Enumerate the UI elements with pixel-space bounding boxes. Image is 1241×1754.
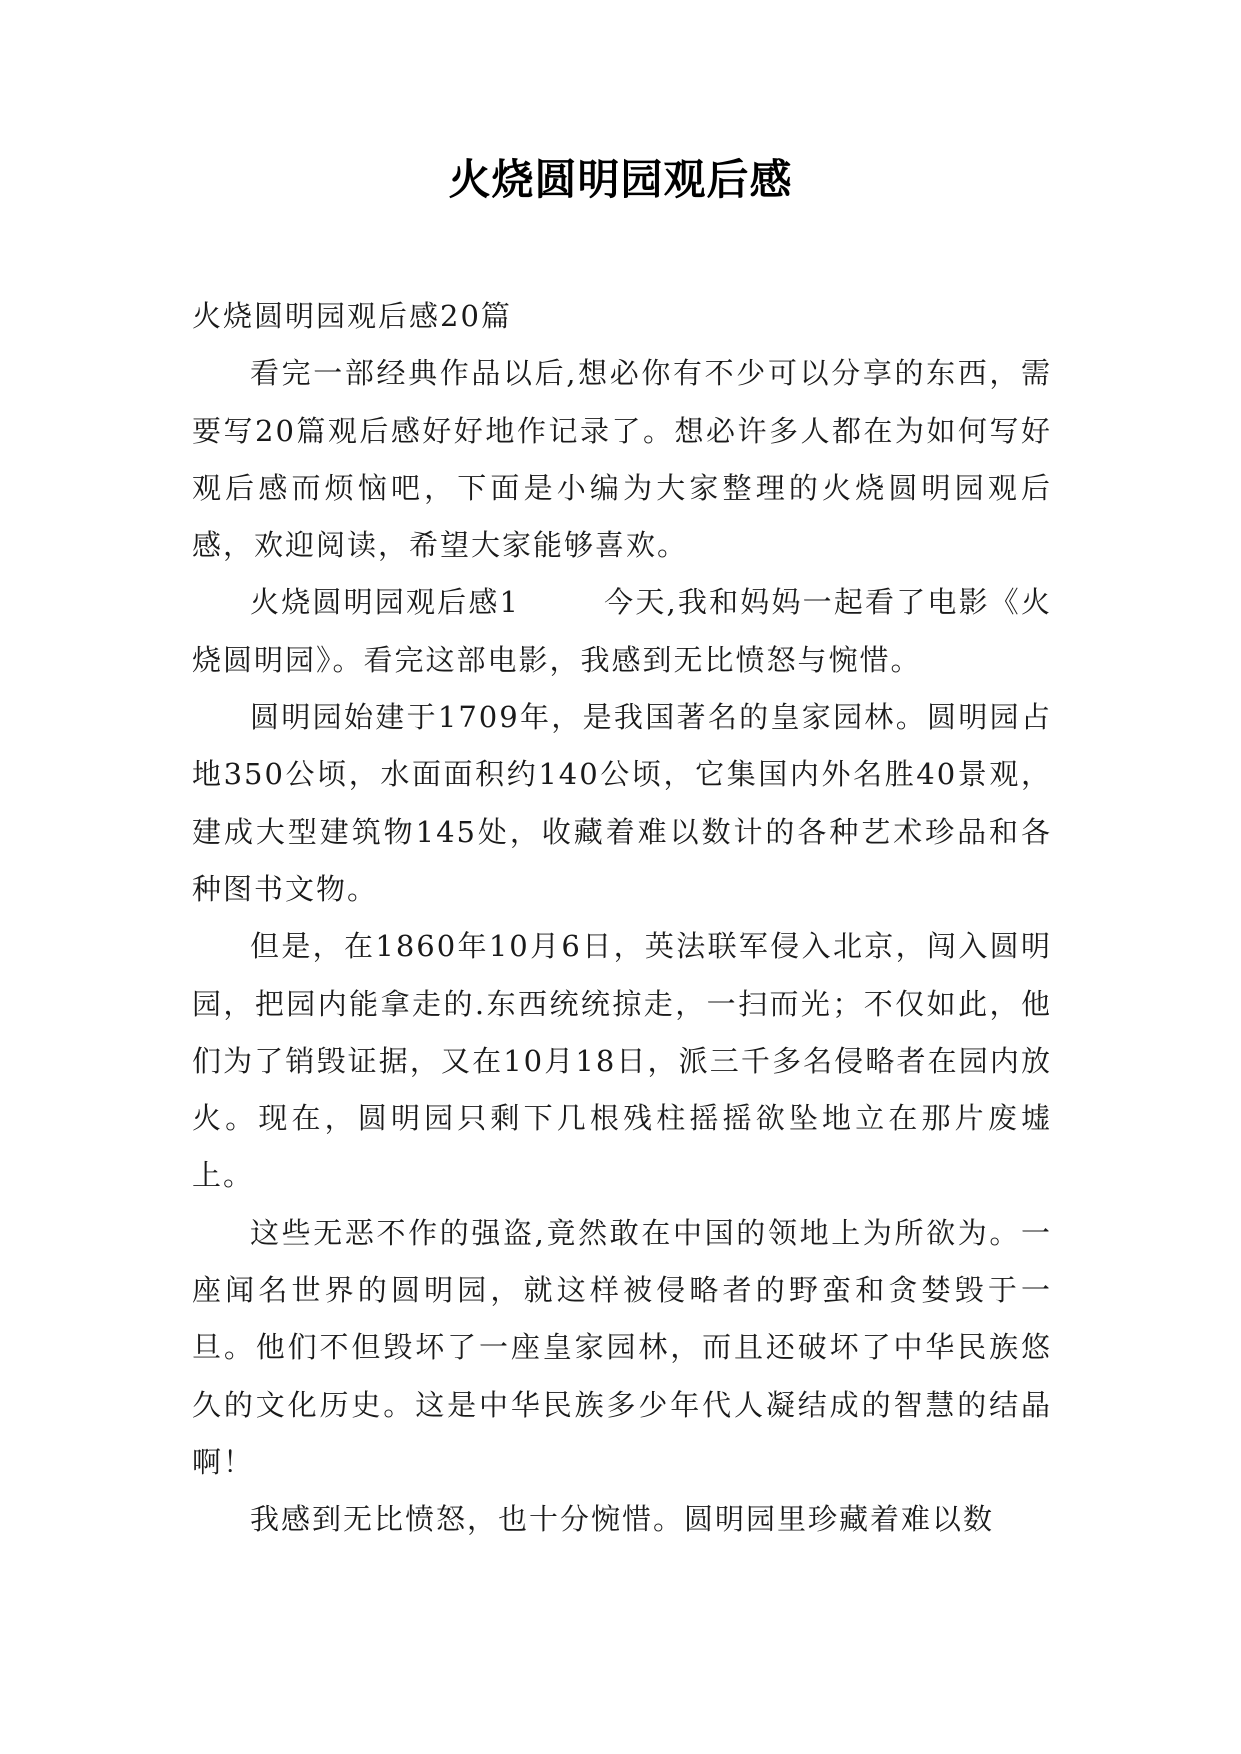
bandits-paragraph: 这些无恶不作的强盗,竟然敢在中国的领地上为所欲为。一座闻名世界的圆明园，就这样被侵略者的野蛮和贪婪毁于一旦。他们不但毁坏了一座皇家园林，而且还破坏了中华民族悠久的文化历史。这是中华民族多少年代人凝结成的智慧的结晶啊！ [192,1215,1052,1479]
intro-paragraph: 看完一部经典作品以后,想必你有不少可以分享的东西，需要写20篇观后感好好地作记录了。想必许多人都在为如何写好观后感而烦恼吧，下面是小编为大家整理的火烧圆明园观后感，欢迎阅读，希望大家能够喜欢。 [192,356,1052,563]
document-subtitle: 火烧圆明园观后感20篇 [192,299,512,333]
document-title: 火烧圆明园观后感 [448,155,793,204]
final-paragraph: 我感到无比愤怒，也十分惋惜。圆明园里珍藏着难以数 [250,1502,995,1537]
invasion-paragraph: 但是，在1860年10月6日，英法联军侵入北京，闯入圆明园，把园内能拿走的.东西统统掠走，一扫而光；不仅如此，他们为了销毁证据，又在10月18日，派三千多名侵略者在园内放火。现在，圆明园只剩下几根残柱摇摇欲坠地立在那片废墟上。 [192,929,1052,1193]
essay-1-paragraph [192,574,1052,689]
essay-1-opening: 今天,我和妈妈一起看了电影《火烧圆明园》。看完这部电影，我感到无比愤怒与惋惜。 [192,585,1052,677]
document-body [192,288,1052,1549]
history-paragraph: 圆明园始建于1709年，是我国著名的皇家园林。圆明园占地350公顷，水面面积约140公顷，它集国内外名胜40景观，建成大型建筑物145处，收藏着难以数计的各种艺术珍品和各种图书文物。 [192,700,1052,906]
essay-1-heading: 火烧圆明园观后感1 [250,585,520,620]
